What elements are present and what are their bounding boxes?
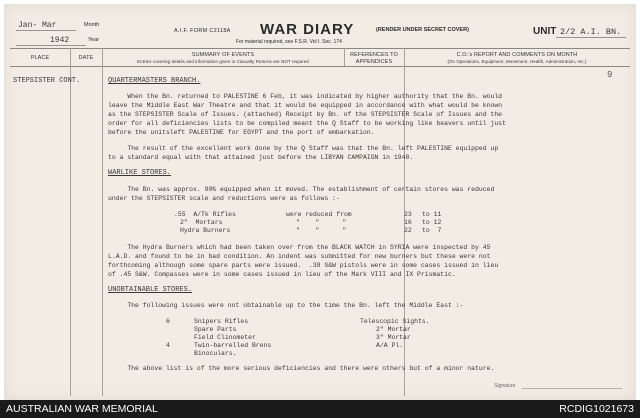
- list-item: Field Clinometer: [194, 334, 256, 341]
- month-value: Jan- Mar: [18, 21, 57, 30]
- reduction-text: " " ": [296, 227, 347, 234]
- reduction-item: Hydra Burners: [180, 227, 231, 234]
- reduction-from: 22: [404, 227, 412, 234]
- reduction-to: to 12: [422, 219, 442, 226]
- col-summary-note: Entries covering details and information given in Casualty Returns are NOT required: [137, 59, 309, 64]
- para4-line1: The Hydra Burners which had been taken over from the BLACK WATCH in SYRIA were inspected by 45: [108, 244, 491, 251]
- warlike-heading: WARLIKE STORES.: [108, 169, 172, 177]
- para4-line3: forthcoming although some spare parts were issued. .38 S&W pistols were in some cases issued in lieu: [108, 262, 499, 269]
- para6: The above list is of the more serious deficiencies and there were others but of a minor nature.: [108, 365, 495, 372]
- archive-name: AUSTRALIAN WAR MEMORIAL: [6, 403, 158, 415]
- reduction-text: were reduced from: [286, 211, 352, 218]
- list-item: 2" Mortar: [376, 326, 411, 333]
- reduction-to: to 7: [422, 227, 442, 234]
- para1-line4: order for all deficiencies lists to be compiled meant the Q Staff to be working like beavers until just: [108, 120, 506, 127]
- col-date: DATE: [78, 55, 94, 61]
- unit-label: UNIT: [533, 26, 557, 37]
- para5: The following issues were not obtainable up to the time the Bn. left the Middle East :-: [108, 302, 464, 309]
- page-number-stamp: 9: [607, 70, 613, 80]
- archive-footer: [0, 400, 640, 418]
- reduction-from: 23: [404, 211, 412, 218]
- list-item: Twin-barrelled Brens: [194, 342, 272, 349]
- diary-page: [4, 4, 636, 400]
- col-place: PLACE: [30, 55, 50, 61]
- col-report-sub: (On Operations, Equipment, Movement, Health, Administration, etc.): [447, 59, 587, 64]
- reduction-item: 2" Mortars: [180, 219, 223, 226]
- para4-line4: of .45 S&W. Compasses were in some cases issued in lieu of the Mark VIII and IX Prismatic.: [108, 271, 456, 278]
- document-subtitle: For material required, see F.S.R. Vol I. Sec. 174: [236, 39, 342, 45]
- col-report: C.O.'s REPORT AND COMMENTS ON MONTH: [456, 52, 578, 58]
- col-references-sub: APPENDICES: [355, 59, 393, 65]
- qm-heading: QUARTERMASTERS BRANCH.: [108, 77, 201, 85]
- col-references: REFERENCES TO: [350, 52, 398, 58]
- para3-line2: under the STEPSISTER scale and reductions were as follows :-: [108, 195, 340, 202]
- signature-label: Signature: [494, 383, 516, 389]
- list-item: Snipers Rifles: [194, 318, 249, 325]
- para1-line5: before the unitsleft PALESTINE for EGYPT and the port of embarkation.: [108, 129, 375, 136]
- list-qty: 4: [166, 342, 170, 349]
- list-item: Binoculars.: [194, 350, 237, 357]
- col-summary: SUMMARY OF EVENTS: [191, 52, 255, 58]
- reduction-text: " " ": [296, 219, 347, 226]
- para2-line1: The result of the excellent work done by the Q Staff was that the Bn. left PALESTINE equipped up: [108, 145, 499, 152]
- list-item: A/A Pl.: [376, 342, 404, 349]
- list-item: Spare Parts: [194, 326, 237, 333]
- list-item: 3" Mortar: [376, 334, 411, 341]
- year-word: Year: [88, 37, 100, 43]
- para3-line1: The Bn. was approx. 90% equipped when it moved. The establishment of certain stores was reduced: [108, 186, 495, 193]
- unobtainable-heading: UNOBTAINABLE STORES.: [108, 286, 193, 294]
- para1-line2: leave the Middle East War Theatre and that it would be equipped in accordance with what would be known: [108, 102, 503, 109]
- para1-line3: as the STEPSISTER Scale of Issues. (attached) Receipt by Bn. of the STEPSISTER Scale of Issues and the: [108, 111, 503, 118]
- para4-line2: L.A.D. and found to be in bad condition. An indent was submitted for new burners but these were not: [108, 253, 491, 260]
- title-note: (RENDER UNDER SECRET COVER): [376, 27, 469, 33]
- list-qty: 6: [166, 318, 170, 325]
- year-value: 1942: [50, 36, 70, 45]
- unit-value: 2/2 A.I. BN.: [560, 27, 622, 37]
- reduction-from: 16: [404, 219, 412, 226]
- list-item: Telescopic Sights.: [360, 318, 430, 325]
- form-code: A.I.F. FORM C2118A: [174, 28, 231, 34]
- para2-line2: to a standard equal with that attained just before the LIBYAN CAMPAIGN in 1940.: [108, 154, 414, 161]
- reduction-item: .55 A/Tk Rifles: [174, 211, 236, 218]
- document-title: WAR DIARY: [260, 21, 355, 38]
- reduction-to: to 11: [422, 211, 442, 218]
- place-entry: STEPSISTER CONT.: [13, 77, 81, 85]
- archive-reference: RCDIG1021673: [559, 403, 634, 415]
- para1-line1: When the Bn. returned to PALESTINE 6 Feb, it was indicated by higher authority that the Bn. would: [108, 93, 503, 100]
- month-word: Month: [84, 22, 100, 28]
